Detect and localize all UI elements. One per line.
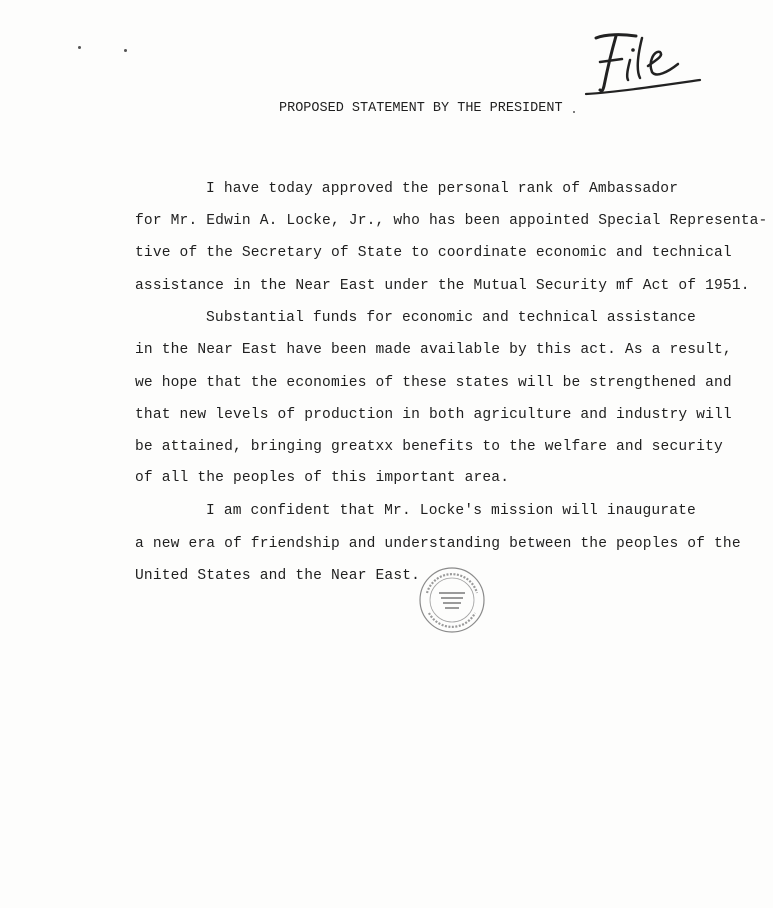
paper-speck [573,111,575,113]
paragraph-line: tive of the Secretary of State to coordinate economic and technical [135,245,732,261]
paragraph-line: assistance in the Near East under the Mutual Security mf Act of 1951. [135,278,750,294]
paragraph-line: Substantial funds for economic and technical assistance [206,310,696,326]
paragraph-line: of all the peoples of this important area. [135,470,510,486]
paper-speck [78,46,81,49]
document-title: PROPOSED STATEMENT BY THE PRESIDENT [279,101,563,116]
paragraph-line: a new era of friendship and understanding between the peoples of the [135,536,741,552]
handwritten-file-annotation [578,26,708,106]
library-stamp [417,565,487,635]
paragraph-line: that new levels of production in both agriculture and industry will [135,407,732,423]
paragraph-line: be attained, bringing greatxx benefits to the welfare and security [135,439,723,455]
paragraph-line: I am confident that Mr. Locke's mission will inaugurate [206,503,696,519]
paragraph-line: we hope that the economies of these states will be strengthened and [135,375,732,391]
paragraph-line: United States and the Near East. [135,568,421,584]
paper-speck [124,49,127,52]
paragraph-line: for Mr. Edwin A. Locke, Jr., who has been appointed Special Representa- [135,213,768,229]
paragraph-line: in the Near East have been made available by this act. As a result, [135,342,732,358]
paragraph-line: I have today approved the personal rank of Ambassador [206,181,679,197]
